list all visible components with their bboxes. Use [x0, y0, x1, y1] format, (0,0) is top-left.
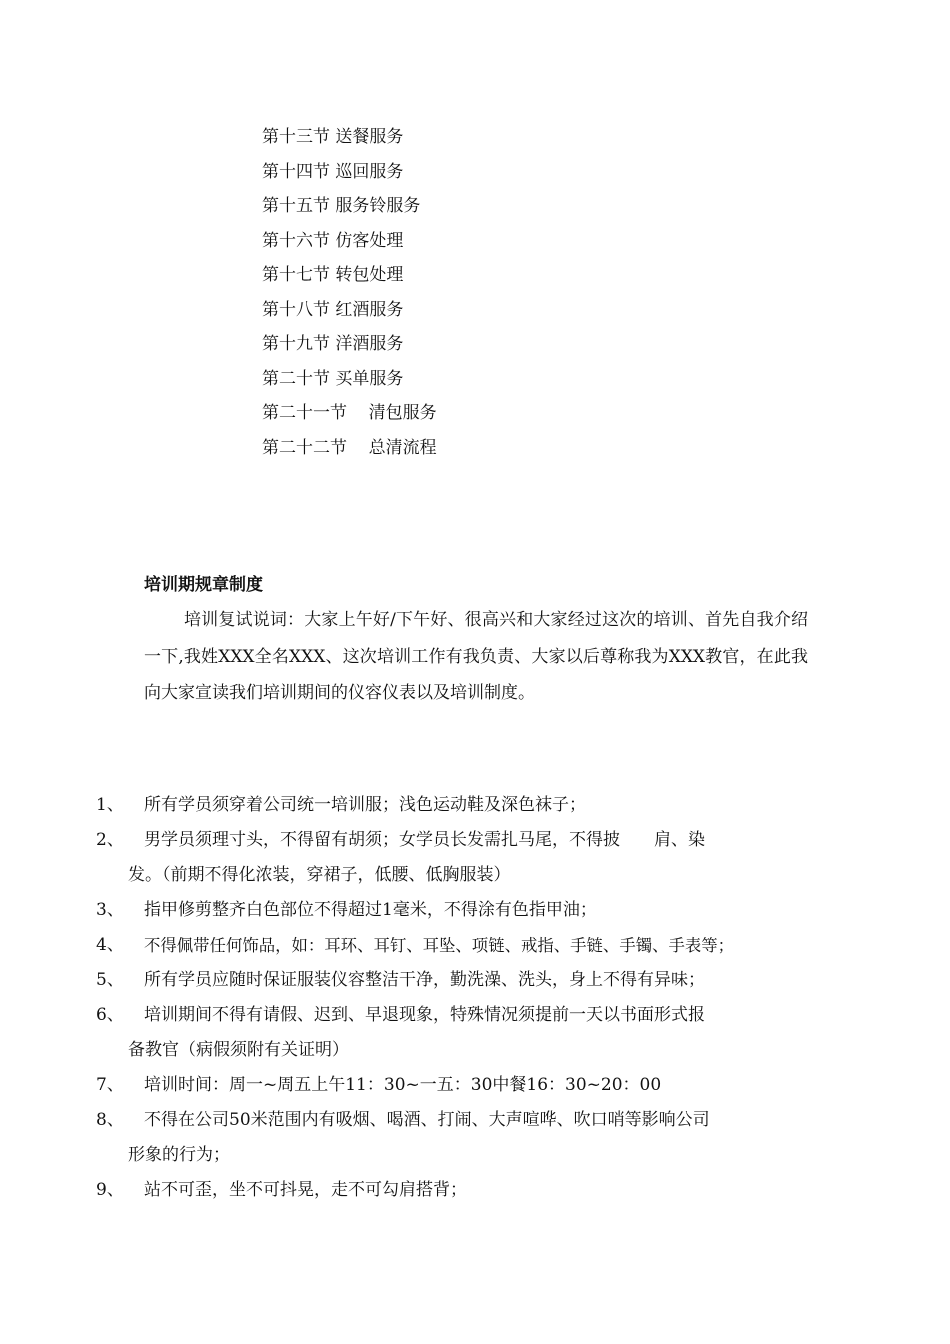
rule-text-continued: 发。（前期不得化浓装，穿裙子，低腰、低胸服装）: [128, 865, 511, 885]
toc-item: 第二十二节 总清流程: [262, 437, 437, 458]
rule-item: [96, 1068, 808, 1103]
rule-text: 所有学员应随时保证服装仪容整洁干净，勤洗澡、洗头，身上不得有异味；: [144, 970, 705, 990]
toc-item: 第十八节 红酒服务: [262, 299, 404, 320]
rule-number: 9、: [96, 1180, 124, 1200]
rule-number: 1、: [96, 795, 124, 815]
rule-item: [96, 1103, 808, 1173]
section-title: 培训期规章制度: [144, 575, 263, 595]
rule-number: 8、: [96, 1110, 124, 1130]
rule-item: [96, 998, 808, 1068]
rules-list: [96, 788, 808, 1208]
toc-item: 第十九节 洋酒服务: [262, 334, 404, 354]
rule-text: 指甲修剪整齐白色部位不得超过1毫米，不得涂有色指甲油；: [144, 900, 597, 920]
rule-number: 5、: [96, 970, 124, 990]
toc-item: 第十六节 仿客处理: [262, 230, 404, 251]
rule-text: 站不可歪，坐不可抖晃，走不可勾肩搭背；: [144, 1180, 467, 1200]
toc-item: 第十四节 巡回服务: [262, 161, 404, 182]
toc-item: 第二十一节 清包服务: [262, 403, 437, 423]
rule-number: 6、: [96, 1005, 124, 1025]
toc-item: 第十七节 转包处理: [262, 265, 404, 285]
table-of-contents: [262, 120, 437, 465]
rule-item: [96, 788, 808, 823]
rule-text: 所有学员须穿着公司统一培训服；浅色运动鞋及深色袜子；: [144, 795, 586, 815]
toc-item: 第十五节 服务铃服务: [262, 196, 421, 216]
toc-item: 第二十节 买单服务: [262, 368, 404, 389]
rule-text: 培训期间不得有请假、迟到、早退现象，特殊情况须提前一天以书面形式报: [144, 1005, 705, 1025]
rule-number: 7、: [96, 1075, 124, 1095]
rule-text-continued: 形象的行为；: [128, 1145, 230, 1165]
toc-item: 第十三节 送餐服务: [262, 127, 404, 147]
rule-item: [96, 1173, 808, 1208]
rule-text: 不得佩带任何饰品，如：耳环、耳钉、耳坠、项链、戒指、手链、手镯、手表等；: [144, 936, 735, 955]
intro-paragraph: 培训复试说词：大家上午好/下午好、很高兴和大家经过这次的培训、首先自我介绍一下,我姓XXX全名XXX、这次培训工作有我负责、大家以后尊称我为XXX教官，在此我向大家宣读我们培训期间的仪容仪表以及培训制度。: [144, 610, 808, 703]
rule-text-continued: 备教官（病假须附有关证明）: [128, 1040, 349, 1060]
rule-item: [96, 963, 808, 998]
rule-item: [96, 928, 808, 963]
rule-number: 2、: [96, 830, 124, 850]
rule-number: 4、: [96, 935, 124, 955]
rule-text: 培训时间：周一~周五上午11：30~一五：30中餐16：30~20：00: [144, 1075, 662, 1095]
rule-item: [96, 893, 808, 928]
rule-number: 3、: [96, 900, 124, 920]
rule-item: [96, 823, 808, 893]
rule-text: 男学员须理寸头，不得留有胡须；女学员长发需扎马尾，不得披 肩、染: [144, 830, 705, 850]
rule-text: 不得在公司50米范围内有吸烟、喝酒、打闹、大声喧哗、吹口哨等影响公司: [144, 1110, 710, 1130]
